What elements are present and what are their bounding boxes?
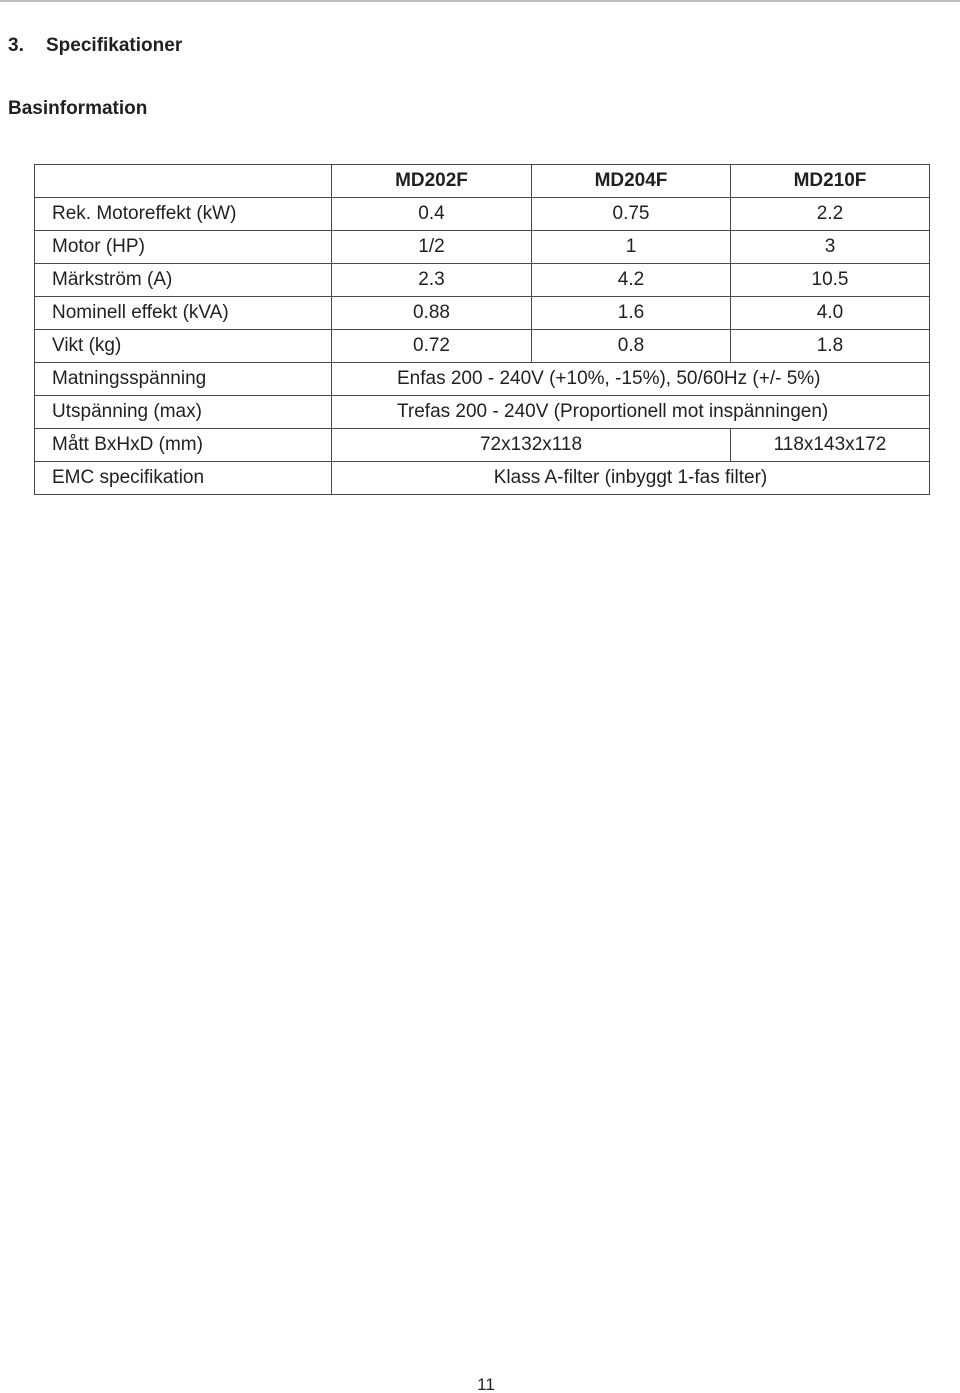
cell-md202f: 2.3	[332, 264, 532, 297]
page-number: 11	[477, 1375, 495, 1393]
subheading-basinformation: Basinformation	[8, 98, 148, 119]
cell-md202f: 0.88	[332, 297, 532, 330]
table-row-supply-voltage	[35, 363, 930, 396]
row-label: Matningsspänning	[35, 363, 332, 396]
cell-md210f: 2.2	[731, 198, 930, 231]
header-md210f: MD210F	[731, 165, 930, 198]
cell-md210f: 4.0	[731, 297, 930, 330]
row-label: Nominell effekt (kVA)	[35, 297, 332, 330]
table-row-dimensions	[35, 429, 930, 462]
dimensions-md210f: 118x143x172	[731, 429, 930, 462]
table-row	[35, 231, 930, 264]
emc-value: Klass A-filter (inbyggt 1-fas filter)	[332, 462, 930, 495]
row-label: Utspänning (max)	[35, 396, 332, 429]
table-row	[35, 264, 930, 297]
table-header-row	[35, 165, 930, 198]
table-row	[35, 297, 930, 330]
row-label: Mått BxHxD (mm)	[35, 429, 332, 462]
cell-md202f: 1/2	[332, 231, 532, 264]
row-label: EMC specifikation	[35, 462, 332, 495]
header-empty-cell	[35, 165, 332, 198]
section-title: Specifikationer	[46, 35, 183, 56]
supply-voltage-value: Enfas 200 - 240V (+10%, -15%), 50/60Hz (+/- 5%)	[332, 363, 930, 396]
table-row	[35, 330, 930, 363]
output-voltage-value: Trefas 200 - 240V (Proportionell mot inspänningen)	[332, 396, 930, 429]
cell-md202f: 0.72	[332, 330, 532, 363]
table-row	[35, 198, 930, 231]
specification-table	[34, 164, 930, 495]
section-heading	[8, 35, 182, 57]
table-row-emc	[35, 462, 930, 495]
cell-md210f: 3	[731, 231, 930, 264]
cell-md204f: 4.2	[532, 264, 731, 297]
row-label: Märkström (A)	[35, 264, 332, 297]
row-label: Rek. Motoreffekt (kW)	[35, 198, 332, 231]
header-md202f: MD202F	[332, 165, 532, 198]
cell-md210f: 10.5	[731, 264, 930, 297]
table-row-output-voltage	[35, 396, 930, 429]
cell-md204f: 0.8	[532, 330, 731, 363]
top-rule	[0, 0, 960, 2]
cell-md202f: 0.4	[332, 198, 532, 231]
cell-md204f: 0.75	[532, 198, 731, 231]
row-label: Vikt (kg)	[35, 330, 332, 363]
cell-md204f: 1	[532, 231, 731, 264]
cell-md204f: 1.6	[532, 297, 731, 330]
header-md204f: MD204F	[532, 165, 731, 198]
dimensions-md202f-md204f: 72x132x118	[332, 429, 731, 462]
section-number: 3.	[8, 35, 24, 56]
cell-md210f: 1.8	[731, 330, 930, 363]
row-label: Motor (HP)	[35, 231, 332, 264]
